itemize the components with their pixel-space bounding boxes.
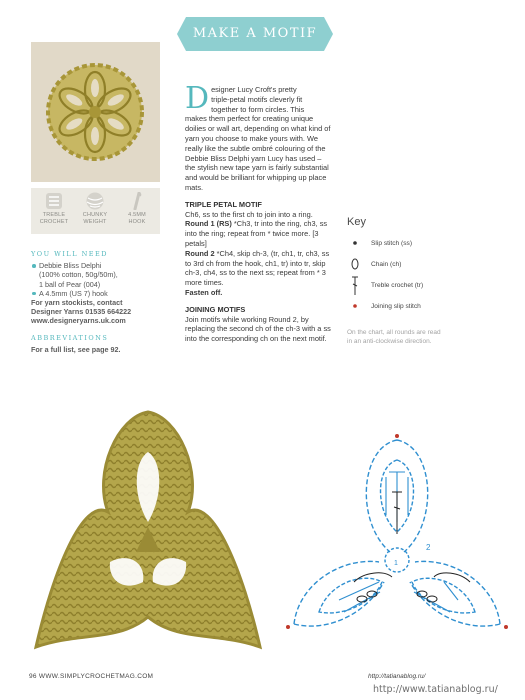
spec-chunky-weight (75, 192, 115, 226)
footer-blog-link[interactable]: http://tatianablog.ru/ (368, 673, 426, 680)
chart-round-1-label: 1 (394, 560, 398, 567)
pattern-ch6: Ch6, ss to the first ch to join into a ring. (185, 209, 313, 219)
sidebar (31, 250, 165, 354)
key-title: Key (347, 216, 366, 228)
key-label-chain: Chain (ch) (371, 261, 402, 268)
key-row-chain (347, 255, 467, 276)
intro-line-1: esigner Lucy Croft's pretty (211, 85, 297, 94)
spec-label-1b: CROCHET (39, 219, 69, 225)
stockists-line-1: For yarn stockists, contact (31, 298, 123, 308)
motif-photo (31, 42, 160, 182)
pattern-round-1 (185, 219, 333, 248)
stockists-line-2: Designer Yarns 01535 664222 (31, 307, 132, 317)
yarn-icon (41, 192, 67, 210)
drop-cap: D (185, 81, 210, 116)
yarn-name: Debbie Bliss Delphi (31, 261, 165, 270)
spec-label-2b: WEIGHT (83, 219, 107, 225)
key-row-treble (347, 276, 467, 297)
abbreviations-heading: ABBREVIATIONS (31, 333, 109, 342)
pattern-heading: TRIPLE PETAL MOTIF (185, 199, 262, 209)
round-1-label: Round 1 (RS) (185, 219, 232, 229)
triple-petal-motif-photo (28, 402, 268, 669)
spec-treble-crochet (34, 192, 74, 226)
round-1-text: *Ch3, tr into the ring, ch3, ss into the ring; repeat from * twice more. [3 petals] (185, 219, 328, 248)
yarn-detail-1: (100% cotton, 50g/50m), (39, 270, 118, 280)
pattern-round-2 (185, 249, 333, 288)
key-label-joining: Joining slip stitch (371, 303, 421, 310)
spec-bar (31, 188, 160, 234)
intro-line-3: together to form circles. This (211, 104, 305, 114)
spec-label-3a: 4.5MM (128, 212, 146, 218)
page-title: MAKE A MOTIF (192, 26, 318, 41)
intro-line-2: triple-petal motifs cleverly fit (211, 94, 303, 104)
you-will-need-heading: YOU WILL NEED (31, 250, 109, 258)
chart-note: On the chart, all rounds are read in an anti-clockwise direction. (347, 329, 441, 345)
chain-icon (347, 255, 363, 273)
spec-label-3b: HOOK (128, 219, 146, 225)
spec-label-1a: TREBLE (42, 212, 66, 218)
hook-icon (124, 192, 150, 210)
watermark-link[interactable]: http://www.tatianablog.ru/ (373, 684, 498, 695)
joining-slip-stitch-icon (347, 297, 363, 315)
spec-hook (117, 192, 157, 226)
chart-round-2-label: 2 (426, 543, 431, 552)
chart-key (347, 216, 467, 318)
intro-paragraph (185, 81, 333, 193)
abbreviations-text: For a full list, see page 92. (31, 344, 121, 354)
page-footer-url: 96 WWW.SIMPLYCROCHETMAG.COM (29, 673, 154, 680)
ball-icon (82, 192, 108, 210)
article-body (185, 81, 333, 344)
key-row-slip-stitch (347, 234, 467, 255)
round-2-text: *Ch4, skip ch-3, (tr, ch1, tr, ch3, ss to 3rd ch from the hook, ch1, tr) into tr, skip ch-3, ch4, ss to the next ss; repeat from * 3 more times. (185, 248, 330, 288)
title-banner (186, 17, 324, 51)
key-label-treble: Treble crochet (tr) (371, 282, 424, 289)
hook-item: A 4.5mm (US 7) hook (31, 289, 165, 298)
intro-text: makes them perfect for creating unique doilies or wall art, depending on what kind of yarn you choose to make yours with. We really like the subtle ombré colouring of the Debbie Bliss Delphi yarn Lucy has used – the stylish new tape yarn is fairly substantial and would be brilliant for whipping up place mats. (185, 114, 331, 192)
joining-text: Join motifs while working Round 2, by replacing the second ch of the ch-3 with a ss into the corresponding ch on the next motif. (185, 314, 331, 344)
round-2-label: Round 2 (185, 248, 215, 258)
fasten-off: Fasten off. (185, 287, 223, 297)
yarn-detail-2: 1 ball of Pear (004) (39, 279, 101, 289)
treble-crochet-icon (347, 276, 363, 298)
joining-heading: JOINING MOTIFS (185, 304, 246, 314)
crochet-chart (284, 432, 510, 643)
slip-stitch-icon (347, 234, 363, 252)
spec-label-2a: CHUNKY (82, 212, 108, 218)
key-row-joining (347, 297, 467, 318)
key-label-slip-stitch: Slip stitch (ss) (371, 240, 413, 247)
stockists-url[interactable]: www.designeryarns.uk.com (31, 316, 126, 326)
